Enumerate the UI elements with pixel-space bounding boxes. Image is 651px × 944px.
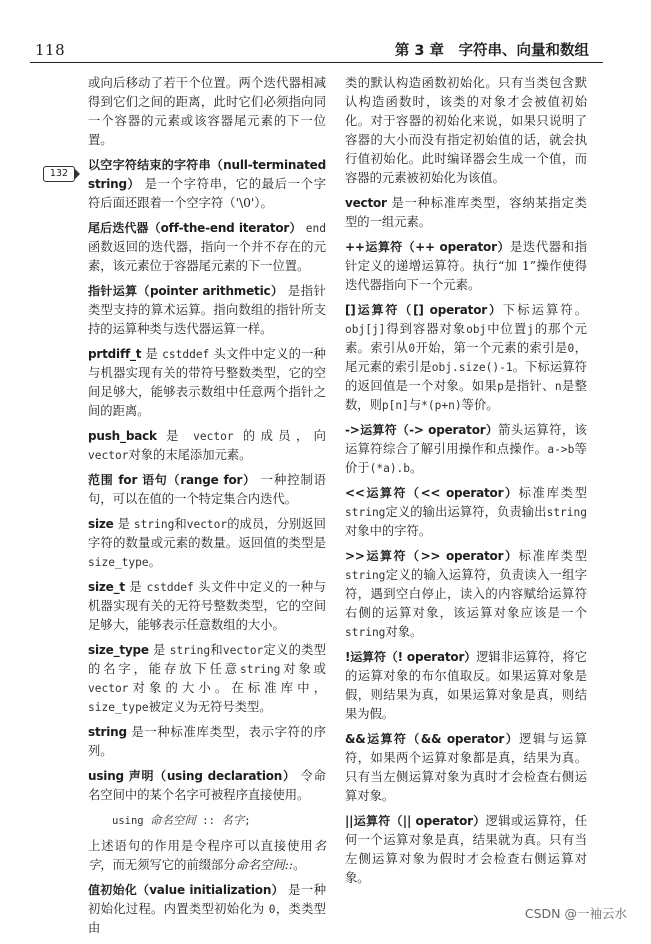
glossary-entry: size_t 是 cstddef 头文件中定义的一种与机器实现有关的无符号整数类型，它的空间足够大，能够表示任意数组的大小。 xyxy=(88,580,326,632)
glossary-term: ||运算符（|| operator） xyxy=(345,814,486,828)
glossary-entry: &&运算符（&& operator）逻辑与运算符，如果两个运算对象都是真，结果为真。只有当左侧运算对象为真时才会检查右侧运算对象。 xyxy=(345,732,587,803)
glossary-term: 指针运算（pointer arithmetic） xyxy=(88,284,284,298)
glossary-term: vector xyxy=(345,196,387,210)
glossary-continuation: 类的默认构造函数初始化。只有当类包含默认构造函数时，该类的对象才会被值初始化。对于容器的初始化来说，如果只说明了容器的大小而没有指定初始值的话，就会执行值初始化。此时编译器会生成一个值，而容器的元素被初始化为该值。 xyxy=(345,76,587,185)
glossary-entry: ||运算符（|| operator）逻辑或运算符，任何一个运算对象是真，结果就为真。只有当左侧运算对象为假时才会检查右侧运算对象。 xyxy=(345,814,587,885)
glossary-term: using 声明（using declaration） xyxy=(88,769,296,783)
glossary-entry: 指针运算（pointer arithmetic） 是指针类型支持的算术运算。指向数组的指针所支持的运算种类与迭代器运算一样。 xyxy=(88,284,326,336)
glossary-entry: 以空字符结束的字符串（null-terminated string） 是一个字符串，它的最后一个字符后面还跟着一个空字符（'\0'）。 xyxy=(88,158,326,210)
header-rule xyxy=(30,62,603,63)
glossary-entry: size_type 是 string和vector定义的类型的名字，能存放下任意string对象或vector对象的大小。在标准库中，size_type被定义为无符号类型。 xyxy=(88,643,326,714)
glossary-entry: string 是一种标准库类型，表示字符的序列。 xyxy=(88,725,326,758)
glossary-term: 范围 for 语句（range for） xyxy=(88,473,256,487)
glossary-entry: vector 是一种标准库类型，容纳某指定类型的一组元素。 xyxy=(345,196,587,229)
left-column xyxy=(88,74,326,944)
glossary-term: []运算符（[] operator） xyxy=(345,303,503,317)
glossary-entry: prtdiff_t 是 cstddef 头文件中定义的一种与机器实现有关的带符号整数类型，它的空间足够大，能够表示数组中任意两个指针之间的距离。 xyxy=(88,347,326,418)
code-example: using 命名空间 :: 名字; xyxy=(112,813,251,827)
glossary-term: push_back xyxy=(88,429,157,443)
glossary-term: size xyxy=(88,517,114,531)
glossary-term: 值初始化（value initialization） xyxy=(88,883,284,897)
glossary-entry: 值初始化（value initialization） 是一种初始化过程。内置类型初始化为 0，类类型由 xyxy=(88,883,326,935)
glossary-entry: 范围 for 语句（range for） 一种控制语句，可以在值的一个特定集合内迭代。 xyxy=(88,473,326,506)
glossary-continuation: 或向后移动了若干个位置。两个迭代器相减得到它们之间的距离，此时它们必须指向同一个容器的元素或该容器尾元素的下一位置。 xyxy=(88,76,326,147)
right-column xyxy=(345,74,587,894)
glossary-entry: size 是 string和vector的成员，分别返回字符的数量或元素的数量。返回值的类型是size_type。 xyxy=(88,517,326,569)
glossary-term: size_type xyxy=(88,643,149,657)
glossary-term: size_t xyxy=(88,580,125,594)
glossary-term: string xyxy=(88,725,127,739)
glossary-term: 以空字符结束的字符串（null-terminated string） xyxy=(88,158,326,191)
chapter-title: 第 3 章 字符串、向量和数组 xyxy=(394,43,589,59)
glossary-term: prtdiff_t xyxy=(88,347,142,361)
glossary-entry: []运算符（[] operator）下标运算符。obj[j]得到容器对象obj中位置j的那个元素。索引从0开始，第一个元素的索引是0，尾元素的索引是obj.size()-1。下标运算符的返回值是一个对象。如果p是指针、n是整数，则p[n]与*(p+n)等价。 xyxy=(345,303,587,412)
glossary-entry: ->运算符（-> operator）箭头运算符，该运算符综合了解引用操作和点操作。a->b等价于(*a).b。 xyxy=(345,423,587,475)
explanation-paragraph: 上述语句的作用是令程序可以直接使用名字，而无须写它的前缀部分命名空间::。 xyxy=(88,839,326,872)
glossary-term: !运算符（! operator） xyxy=(345,650,477,664)
page-number: 118 xyxy=(35,41,66,59)
glossary-entry: using 声明（using declaration） 令命名空间中的某个名字可被程序直接使用。 xyxy=(88,769,326,802)
csdn-watermark: CSDN @一袖云水 xyxy=(524,906,627,921)
glossary-entry: >>运算符（>> operator）标准库类型string定义的输入运算符，负责读入一组字符，遇到空白停止，读入的内容赋给运算符右侧的运算对象，该运算对象应该是一个string对象。 xyxy=(345,549,587,639)
glossary-term: >>运算符（>> operator） xyxy=(345,549,519,563)
glossary-entry: ++运算符（++ operator）是迭代器和指针定义的递增运算符。执行“加 1”操作使得迭代器指向下一个元素。 xyxy=(345,240,587,292)
glossary-term: ++运算符（++ operator） xyxy=(345,240,510,254)
glossary-entry: 尾后迭代器（off-the-end iterator） end函数返回的迭代器，指向一个并不存在的元素，该元素位于容器尾元素的下一位置。 xyxy=(88,221,326,273)
glossary-term: <<运算符（<< operator） xyxy=(345,486,519,500)
glossary-term: 尾后迭代器（off-the-end iterator） xyxy=(88,221,302,235)
page-header xyxy=(0,0,651,70)
glossary-entry: push_back 是 vector 的成员，向 vector对象的末尾添加元素。 xyxy=(88,429,326,462)
glossary-entry: <<运算符（<< operator）标准库类型string定义的输出运算符，负责输出string对象中的字符。 xyxy=(345,486,587,538)
glossary-term: &&运算符（&& operator） xyxy=(345,732,520,746)
glossary-term: ->运算符（-> operator） xyxy=(345,423,499,437)
margin-page-reference-tag: 132 xyxy=(43,166,75,182)
glossary-entry: !运算符（! operator）逻辑非运算符，将它的运算对象的布尔值取反。如果运算对象是假，则结果为真，如果运算对象是真，则结果为假。 xyxy=(345,650,587,721)
